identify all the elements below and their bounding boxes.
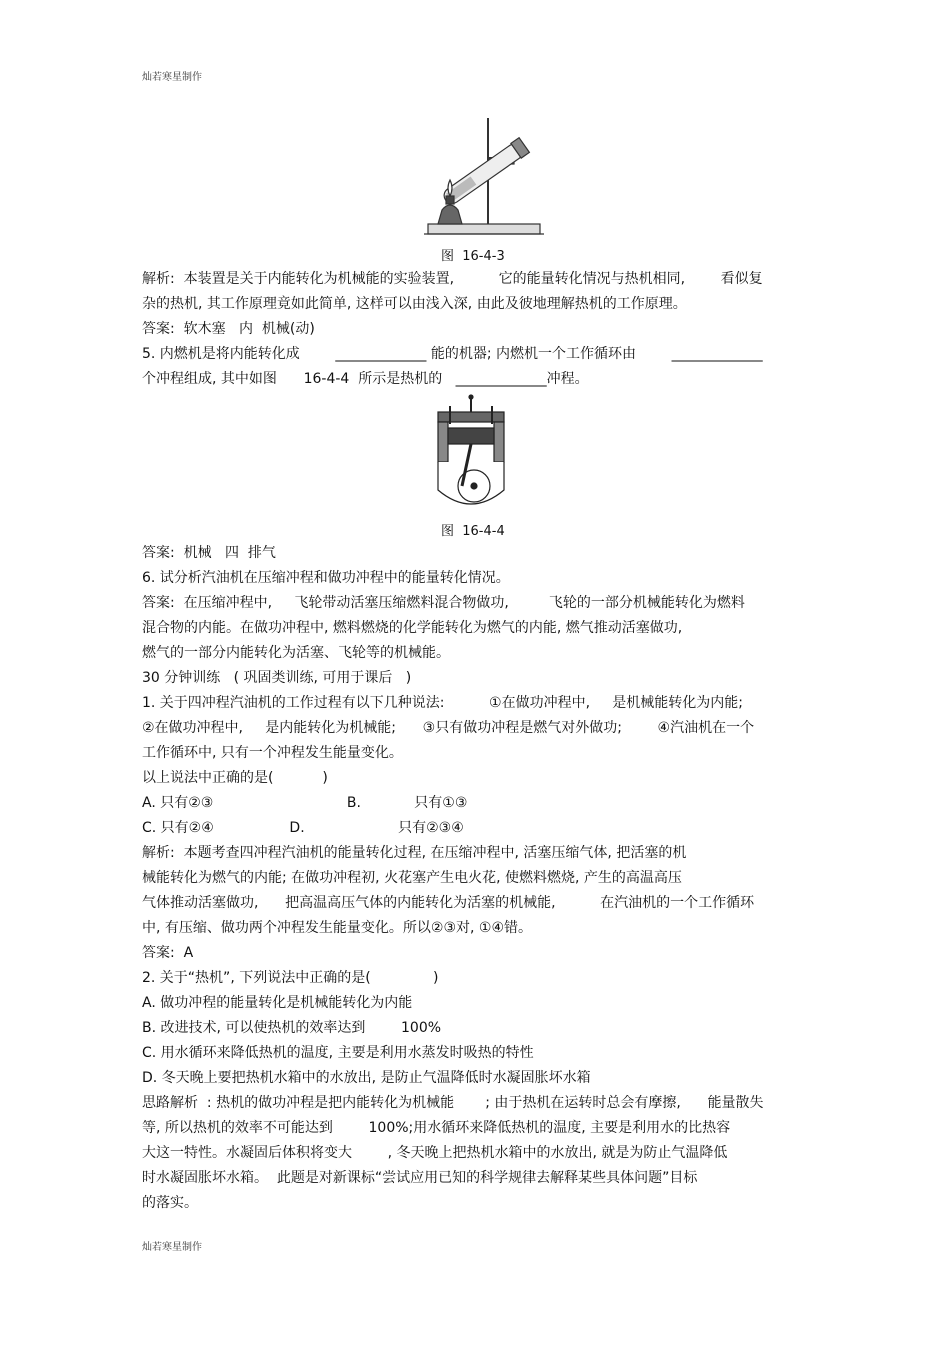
text-line: 的落实。 <box>142 1195 198 1211</box>
text-line: 解析: 本装置是关于内能转化为机械能的实验装置, 它的能量转化情况与热机相同, 看似复 <box>142 271 763 287</box>
text-line: 械能转化为燃气的内能; 在做功冲程初, 火花塞产生电火花, 使燃料燃烧, 产生的高温高压 <box>142 870 682 886</box>
engine-cylinder-figure <box>432 394 510 514</box>
text-line: 以上说法中正确的是( ) <box>142 770 328 786</box>
text-line: C. 用水循环来降低热机的温度, 主要是利用水蒸发时吸热的特性 <box>142 1045 534 1061</box>
text-line: 气体推动活塞做功, 把高温高压气体的内能转化为活塞的机械能, 在汽油机的一个工作循环 <box>142 895 755 911</box>
test-tube-apparatus-figure <box>420 116 550 244</box>
text-line: 2. 关于“热机”, 下列说法中正确的是( ) <box>142 970 439 986</box>
text-line: 混合物的内能。在做功冲程中, 燃料燃烧的化学能转化为燃气的内能, 燃气推动活塞做功, <box>142 620 683 636</box>
text-line: 思路解析 : 热机的做功冲程是把内能转化为机械能 ; 由于热机在运转时总会有摩擦, 能量散失 <box>142 1095 764 1111</box>
text-line: 工作循环中, 只有一个冲程发生能量变化。 <box>142 745 403 761</box>
text-line: 答案: 软木塞 内 机械(动) <box>142 321 315 337</box>
page-header: 灿若寒星制作 <box>142 72 202 83</box>
text-line: A. 只有②③ B. 只有①③ <box>142 795 468 811</box>
text-line: B. 改进技术, 可以使热机的效率达到 100% <box>142 1020 442 1036</box>
text-line: 答案: 机械 四 排气 <box>142 545 276 561</box>
page-footer: 灿若寒星制作 <box>142 1242 202 1253</box>
text-line: 5. 内燃机是将内能转化成 _____________ 能的机器; 内燃机一个工作循环由 _____________ <box>142 346 763 362</box>
text-line: 时水凝固胀坏水箱。 此题是对新课标“尝试应用已知的科学规律去解释某些具体问题”目标 <box>142 1170 698 1186</box>
text-line: 个冲程组成, 其中如图 16-4-4 所示是热机的 _____________冲程。 <box>142 371 589 387</box>
text-line: 6. 试分析汽油机在压缩冲程和做功冲程中的能量转化情况。 <box>142 570 510 586</box>
text-line: 30 分钟训练 ( 巩固类训练, 可用于课后 ) <box>142 670 412 686</box>
text-line: A. 做功冲程的能量转化是机械能转化为内能 <box>142 995 413 1011</box>
text-line: ②在做功冲程中, 是内能转化为机械能; ③只有做功冲程是燃气对外做功; ④汽油机在一个 <box>142 720 755 736</box>
text-line: 解析: 本题考查四冲程汽油机的能量转化过程, 在压缩冲程中, 活塞压缩气体, 把活塞的机 <box>142 845 687 861</box>
text-line: 杂的热机, 其工作原理竟如此简单, 这样可以由浅入深, 由此及彼地理解热机的工作原理。 <box>142 296 687 312</box>
text-line: D. 冬天晚上要把热机水箱中的水放出, 是防止气温降低时水凝固胀坏水箱 <box>142 1070 591 1086</box>
text-line: 答案: A <box>142 945 194 961</box>
text-line: C. 只有②④ D. 只有②③④ <box>142 820 464 836</box>
text-line: 燃气的一部分内能转化为活塞、飞轮等的机械能。 <box>142 645 450 661</box>
text-line: 大这一特性。水凝固后体积将变大 , 冬天晚上把热机水箱中的水放出, 就是为防止气温降低 <box>142 1145 728 1161</box>
figure-caption: 图 16-4-4 <box>441 524 505 539</box>
text-line: 1. 关于四冲程汽油机的工作过程有以下几种说法: ①在做功冲程中, 是机械能转化为内能; <box>142 695 743 711</box>
text-line: 中, 有压缩、做功两个冲程发生能量变化。所以②③对, ①④错。 <box>142 920 533 936</box>
text-line: 等, 所以热机的效率不可能达到 100%;用水循环来降低热机的温度, 主要是利用水的比热容 <box>142 1120 731 1136</box>
figure-caption: 图 16-4-3 <box>441 249 505 264</box>
text-line: 答案: 在压缩冲程中, 飞轮带动活塞压缩燃料混合物做功, 飞轮的一部分机械能转化为燃料 <box>142 595 745 611</box>
